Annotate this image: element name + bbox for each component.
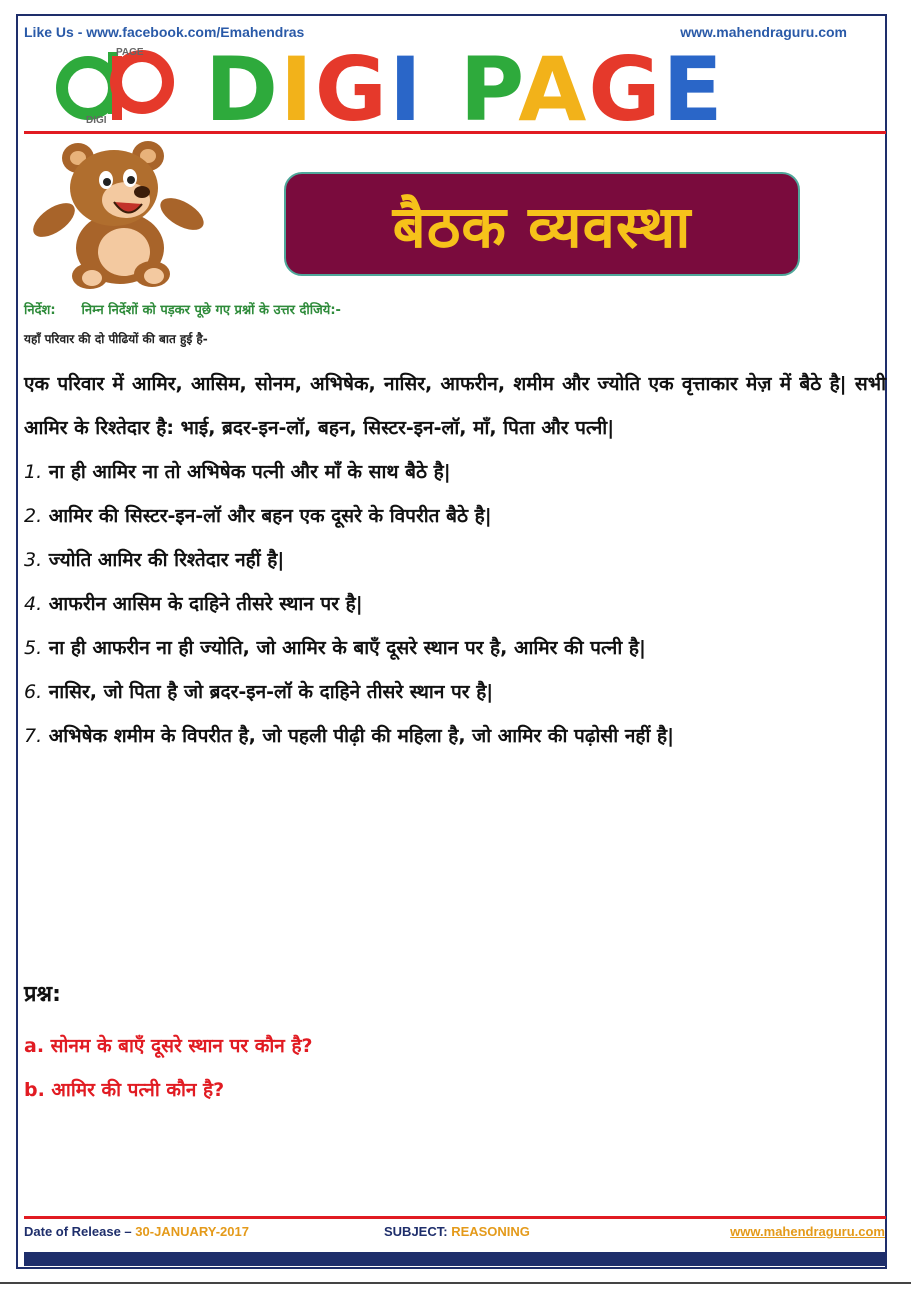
facebook-link[interactable]: Like Us - www.facebook.com/Emahendras [24, 24, 305, 40]
banner-title [205, 44, 725, 130]
digi-page-logo [50, 44, 180, 124]
logo-bottom-text: DIGI [86, 115, 107, 124]
questions-label: प्रश्न: [24, 982, 61, 1007]
teddy-bear-illustration [30, 140, 210, 290]
instruction-text: निम्न निर्देशों को पड़कर पूछे गए प्रश्नों के उत्तर दीजिये:- [81, 303, 341, 318]
site-link-top[interactable]: www.mahendraguru.com [680, 24, 847, 40]
question-a: a. सोनम के बाएँ दूसरे स्थान पर कौन है? [24, 1035, 313, 1057]
intro-text: यहाँ परिवार की दो पीढियों की बात हुई है- [24, 332, 208, 346]
site-link-bottom[interactable]: www.mahendraguru.com [730, 1224, 885, 1239]
statement: 3. ज्योति आमिर की रिश्तेदार नहीं है| [24, 549, 285, 571]
release-date: Date of Release – 30-JANUARY-2017 [24, 1224, 249, 1239]
statement: 5. ना ही आफरीन ना ही ज्योति, जो आमिर के बाएँ दूसरे स्थान पर है, आमिर की पत्नी है| [24, 637, 646, 659]
banner-letter: E [662, 44, 725, 130]
banner-letter: P [459, 44, 519, 130]
title-box [284, 172, 800, 276]
statement: 6. नासिर, जो पिता है जो ब्रदर-इन-लॉ के दाहिने तीसरे स्थान पर है| [24, 681, 494, 703]
question-b: b. आमिर की पत्नी कौन है? [24, 1079, 225, 1101]
subject: SUBJECT: REASONING [384, 1224, 530, 1239]
instruction-label: निर्देश: [24, 303, 56, 318]
statement: 2. आमिर की सिस्टर-इन-लॉ और बहन एक दूसरे के विपरीत बैठे है| [24, 505, 492, 527]
puzzle-body [24, 362, 886, 758]
logo-top-text: PAGE [116, 47, 144, 58]
banner-letter: I [280, 44, 315, 130]
statement: 7. अभिषेक शमीम के विपरीत है, जो पहली पीढ़ी की महिला है, जो आमिर की पढ़ोसी नहीं है| [24, 725, 675, 747]
banner-letter: A [518, 44, 589, 130]
statement: 4. आफरीन आसिम के दाहिने तीसरे स्थान पर है| [24, 593, 363, 615]
banner-letter: G [588, 44, 663, 130]
footer-rule [24, 1216, 886, 1219]
outer-line [0, 1282, 911, 1284]
banner-letter: I [389, 44, 424, 130]
instruction [24, 300, 341, 318]
header-rule [24, 131, 886, 134]
statement: 1. ना ही आमिर ना तो अभिषेक पत्नी और माँ के साथ बैठे है| [24, 461, 451, 483]
banner-letter: D [205, 44, 281, 130]
bottom-bar [24, 1252, 886, 1266]
page-title: बैठक व्यवस्था [392, 192, 692, 261]
digi-page-banner [205, 44, 865, 130]
banner-letter: G [314, 44, 390, 130]
puzzle-paragraph: एक परिवार में आमिर, आसिम, सोनम, अभिषेक, नासिर, आफरीन, शमीम और ज्योति एक वृत्ताकार मेज़ में बैठे है| सभी आमिर के रिश्तेदार है: भाई, ब्रदर-इन-लॉ, बहन, सिस्टर-इन-लॉ, माँ, पिता और पत्नी| [24, 373, 886, 439]
